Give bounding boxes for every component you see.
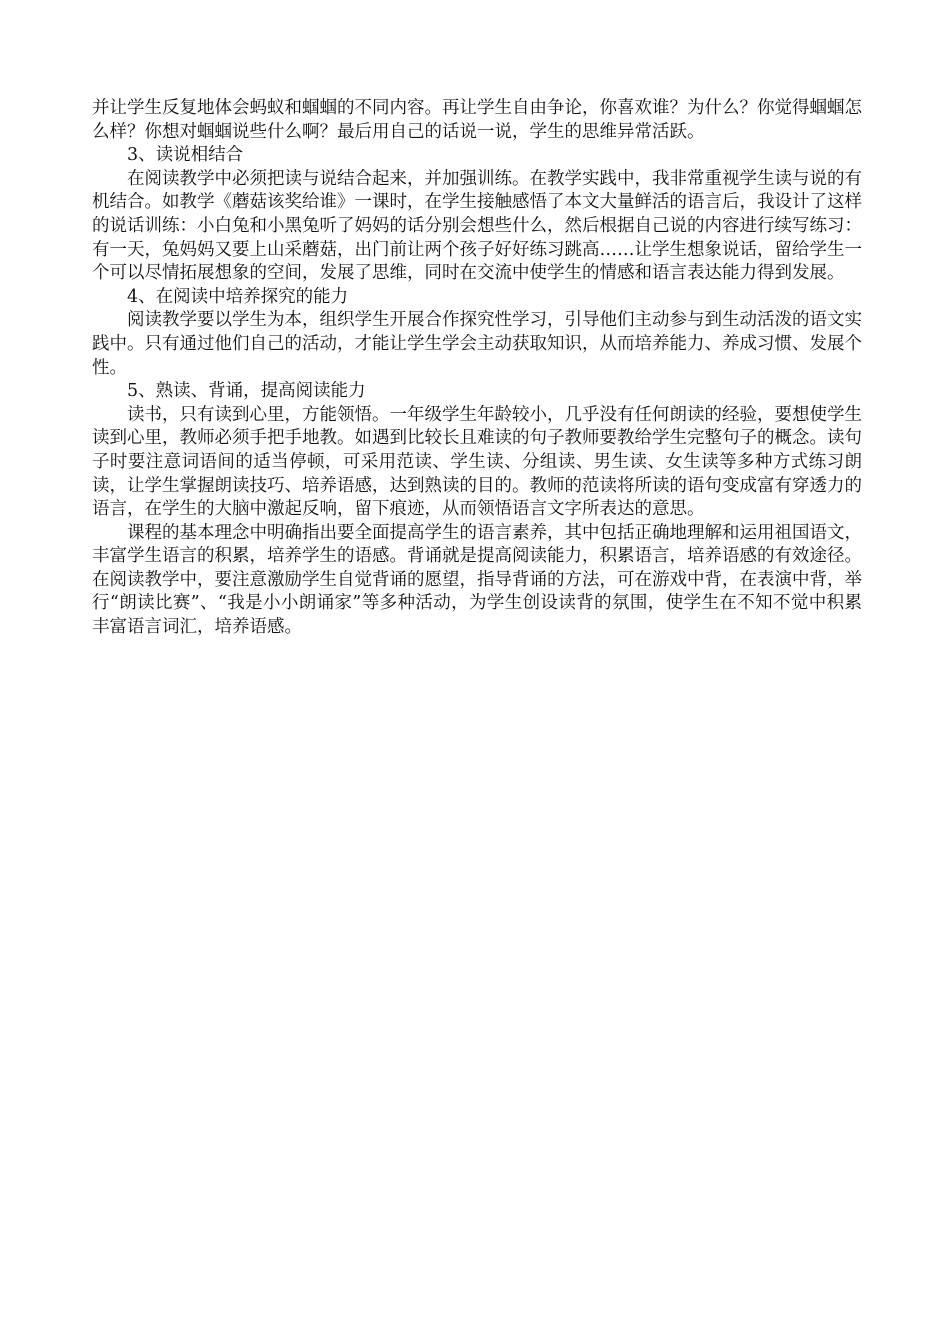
- section-heading-recitation: 5、熟读、背诵，提高阅读能力: [127, 381, 366, 402]
- section-heading-inquiry: 4、在阅读中培养探究的能力: [127, 286, 349, 307]
- paragraph-inquiry: 阅读教学要以学生为本，组织学生开展合作探究性学习，引导他们主动参与到生动活泼的语文实践中。只有通过他们自己的活动，才能让学生学会主动获取知识，从而培养能力、养成习惯、发展个性。: [92, 310, 862, 378]
- paragraph-recitation: 读书，只有读到心里，方能领悟。一年级学生年龄较小，几乎没有任何朗读的经验，要想使学生读到心里，教师必须手把手地教。如遇到比较长且难读的句子教师要教给学生完整句子的概念。读句子时要注意词语间的适当停顿，可采用范读、学生读、分组读、男生读、女生读等多种方式练习朗读，让学生掌握朗读技巧、培养语感，达到熟读的目的。教师的范读将所读的语句变成富有穿透力的语言，在学生的大脑中激起反响，留下痕迹，从而领悟语言文字所表达的意思。: [92, 404, 862, 520]
- paragraph-curriculum: 课程的基本理念中明确指出要全面提高学生的语言素养，其中包括正确地理解和运用祖国语文，丰富学生语言的积累，培养学生的语感。背诵就是提高阅读能力，积累语言，培养语感的有效途径。在阅读教学中，要注意激励学生自觉背诵的愿望，指导背诵的方法，可在游戏中背，在表演中背，举行“朗读比赛”、“我是小小朗诵家”等多种活动，为学生创设读背的氛围，使学生在不知不觉中积累丰富语言词汇，培养语感。: [92, 522, 862, 638]
- paragraph-reading-speaking: 在阅读教学中必须把读与说结合起来，并加强训练。在教学实践中，我非常重视学生读与说的有机结合。如教学《蘑菇该奖给谁》一课时，在学生接触感悟了本文大量鲜活的语言后，我设计了这样的说话训练：小白兔和小黑兔听了妈妈的话分别会想些什么，然后根据自己说的内容进行续写练习：有一天，兔妈妈又要上山采蘑菇，出门前让两个孩子好好练习跳高……让学生想象说话，留给学生一个可以尽情拓展想象的空间，发展了思维，同时在交流中使学生的情感和语言表达能力得到发展。: [92, 168, 862, 284]
- paragraph-continuation: 并让学生反复地体会蚂蚁和蝈蝈的不同内容。再让学生自由争论，你喜欢谁？为什么？你觉得蝈蝈怎么样？你想对蝈蝈说些什么啊？最后用自己的话说一说，学生的思维异常活跃。: [92, 98, 862, 142]
- document-page: [92, 97, 862, 640]
- section-heading-reading-speaking: 3、读说相结合: [127, 145, 244, 166]
